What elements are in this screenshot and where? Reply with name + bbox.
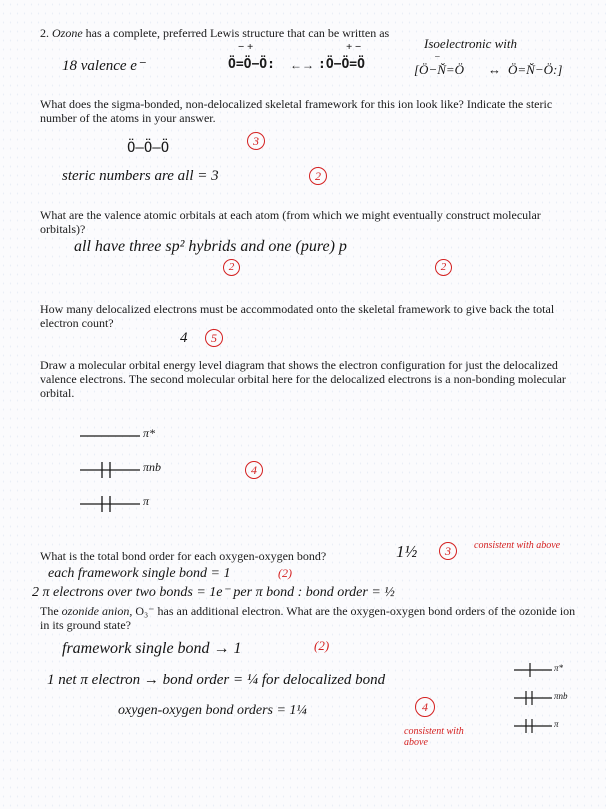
question-a: What does the sigma-bonded, non-delocalized skeletal framework for this ion look like? Indicate the steric number of the atoms in your answer. <box>40 97 553 125</box>
score-ozonide: 4 <box>415 697 435 717</box>
question-number: 2. <box>40 26 49 40</box>
isoelectronic-right: Ö=Ň−Ö:] <box>508 62 563 77</box>
bond-order-answer: 1½ <box>396 542 418 561</box>
resonance-right: :Ö−Ö=Ö <box>318 57 365 72</box>
question-f-term: ozonide anion <box>61 604 130 618</box>
ozonide-level-pi-star: π* <box>554 663 564 673</box>
isoelectronic-left: [Ö−Ň=Ö <box>414 62 465 77</box>
charges-left: − + <box>238 41 254 53</box>
ozonide-level-pi-nb: πnb <box>554 691 568 701</box>
question-b: What are the valence atomic orbitals at each atom (from which we might eventually construct molecular orbitals)? <box>40 208 541 236</box>
mo-level-pi-star: π* <box>143 426 156 440</box>
mo-level-pi-nb: πnb <box>143 460 162 474</box>
valence-note: 18 valence e⁻ <box>62 58 145 74</box>
charges-right: + − <box>346 41 362 53</box>
resonance-arrow: ←→ <box>290 58 314 72</box>
isoelectronic-charge: − <box>434 52 441 63</box>
question-d: Draw a molecular orbital energy level diagram that shows the electron configuration for just the delocalized valence electrons. The second molecular orbital here for the delocalized electrons is a non-bonding molecular orbital. <box>40 358 566 400</box>
resonance-left: Ö=Ö−Ö: <box>228 57 275 72</box>
question-f-post: , O₃⁻ has an additional electron. What are the oxygen-oxygen bond orders of the ozonide ion in its ground state? <box>40 604 576 632</box>
score-bond-order: 3 <box>439 542 457 560</box>
ozonide-pi-line: 1 net π electron → bond order = ¼ for delocalized bond <box>47 672 386 688</box>
mo-diagram-d <box>70 420 190 520</box>
question-e: What is the total bond order for each oxygen-oxygen bond? <box>40 549 327 563</box>
question-f <box>40 604 580 632</box>
score-delocalized: 5 <box>205 329 223 347</box>
score-orbitals-2: 2 <box>435 259 452 276</box>
steric-answer: steric numbers are all = 3 <box>62 168 219 184</box>
question-intro: has a complete, preferred Lewis structure that can be written as <box>85 26 390 40</box>
question-header <box>40 26 389 40</box>
pi-bond-line: 2 π electrons over two bonds = 1e⁻ per π bond : bond order = ½ <box>32 585 395 600</box>
consistent-note-e: consistent with above <box>474 540 561 551</box>
question-c: How many delocalized electrons must be accommodated onto the skeletal framework to give back the total electron count? <box>40 302 555 330</box>
ozonide-bond-order-line: oxygen-oxygen bond orders = 1¼ <box>118 703 307 718</box>
score-orbitals-1: 2 <box>223 259 240 276</box>
skeleton-structure: Ö—Ö—Ö <box>127 140 170 156</box>
mo-level-pi: π <box>143 494 150 508</box>
isoelectronic-note: Isoelectronic with <box>424 36 518 51</box>
ozonide-level-pi: π <box>554 719 559 729</box>
question-f-pre: The <box>40 604 59 618</box>
score-steric: 2 <box>309 167 327 185</box>
delocalized-count: 4 <box>180 330 188 346</box>
orbitals-answer: all have three sp² hybrids and one (pure) p <box>74 238 347 255</box>
score-ozonide-framework: (2) <box>314 638 330 653</box>
framework-bond-line: each framework single bond = 1 <box>48 566 231 581</box>
ozonide-framework-line: framework single bond → 1 <box>62 640 242 657</box>
score-skeleton: 3 <box>247 132 265 150</box>
consistent-note-f: consistent with above <box>404 726 464 748</box>
molecule-name: Ozone <box>52 26 83 40</box>
score-mo-diagram: 4 <box>245 461 263 479</box>
isoelectronic-arrow: ↔ <box>488 62 501 77</box>
score-framework-bond: (2) <box>278 566 292 580</box>
